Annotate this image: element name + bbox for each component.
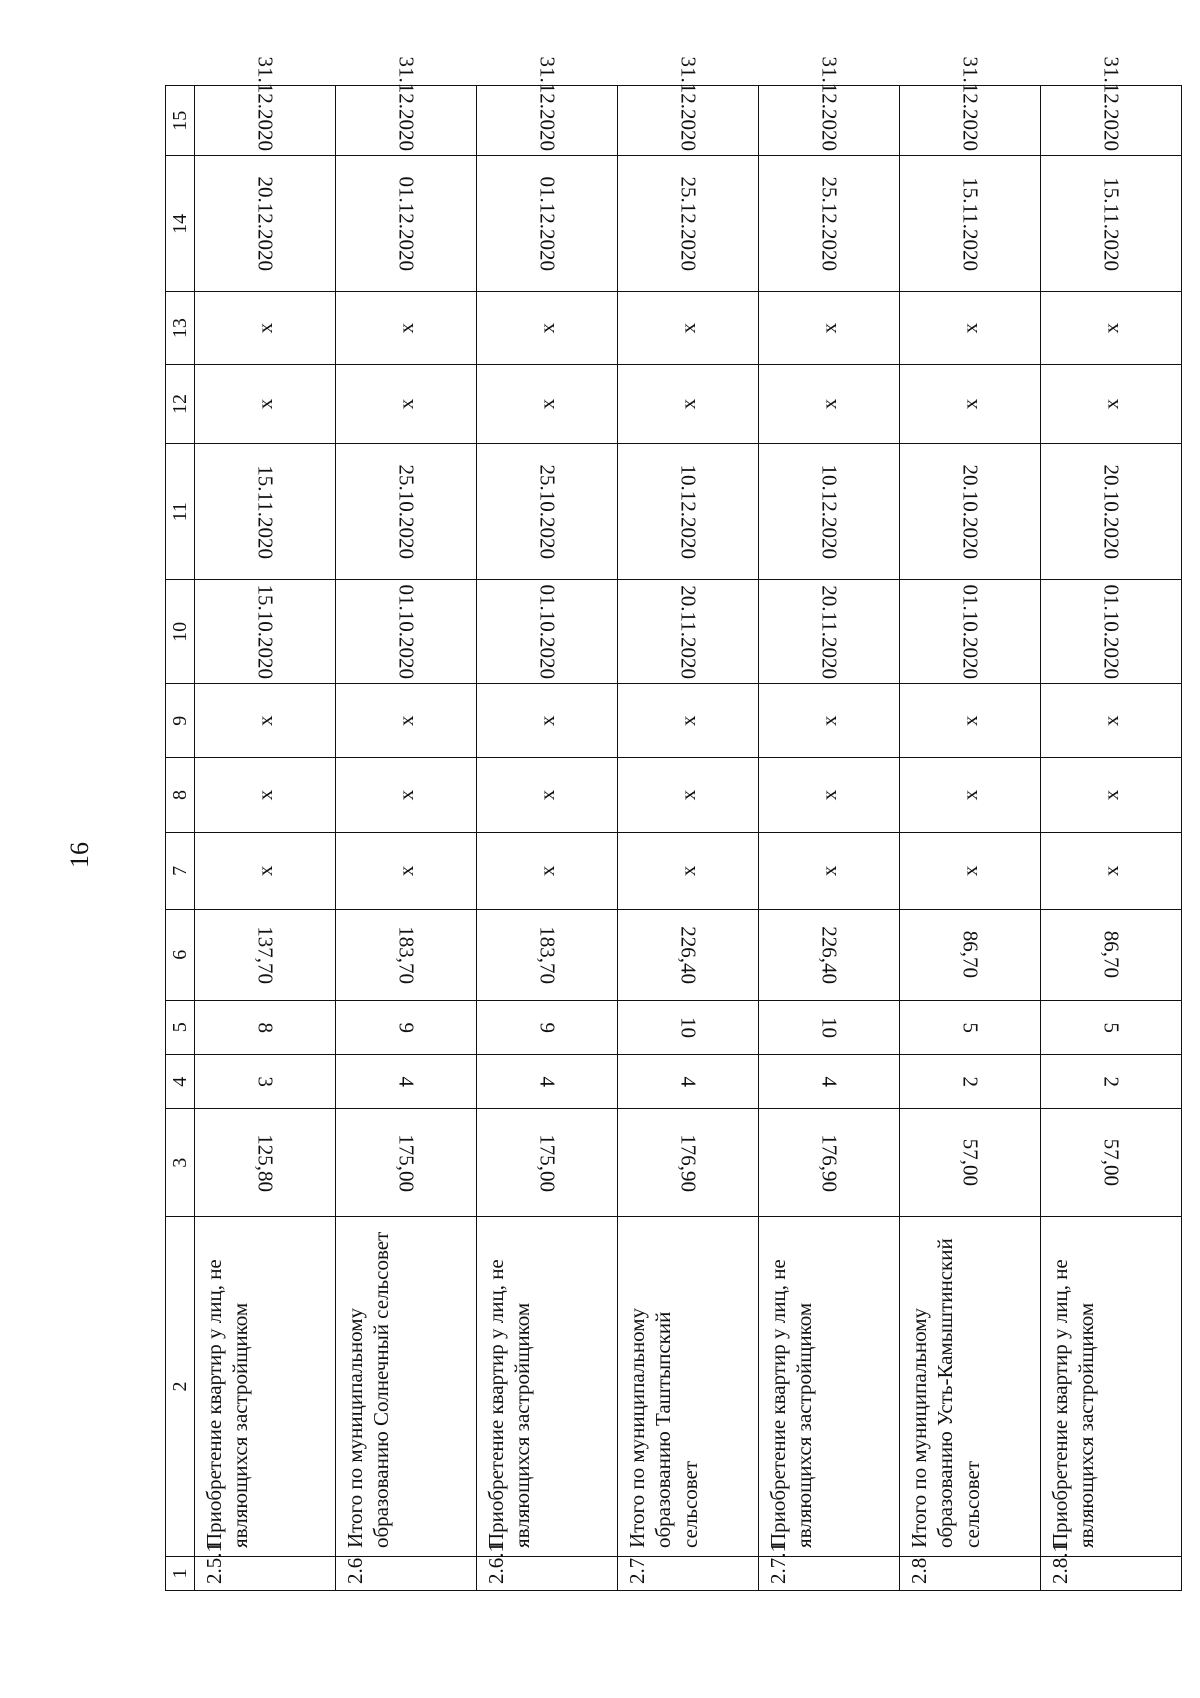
cell-text: x	[675, 789, 700, 801]
cell-text: 125,80	[253, 1133, 278, 1192]
cell-col-7	[900, 832, 1041, 909]
cell-text: 175,00	[535, 1133, 560, 1192]
cell-text: 57,00	[958, 1139, 983, 1187]
cell-text: x	[534, 715, 559, 727]
cell-col-12	[195, 364, 336, 443]
cell-text: x	[252, 398, 277, 410]
cell-text: x	[1098, 398, 1123, 410]
cell-col-9	[900, 684, 1041, 758]
cell-col-2	[618, 1217, 759, 1557]
cell-text: 10.12.2020	[676, 464, 701, 559]
cell-col-8	[900, 758, 1041, 833]
cell-text: 25.12.2020	[676, 176, 701, 272]
cell-text: 31.12.2020	[535, 56, 560, 152]
cell-col-13	[900, 292, 1041, 365]
cell-text: 2.6	[343, 1557, 367, 1584]
cell-text: 4	[394, 1076, 419, 1087]
column-number-14: 14	[166, 156, 195, 292]
cell-col-6	[759, 909, 900, 1000]
cell-text: x	[252, 322, 277, 334]
cell-text: x	[816, 322, 841, 334]
cell-col-2	[195, 1217, 336, 1557]
cell-col-6	[336, 909, 477, 1000]
cell-col-2	[336, 1217, 477, 1557]
cell-text: 2.7.1	[766, 1542, 790, 1584]
cell-text: 15.11.2020	[958, 177, 983, 271]
cell-text: 31.12.2020	[817, 56, 842, 152]
cell-text: 25.12.2020	[817, 176, 842, 272]
table-body	[166, 56, 1182, 1591]
cell-text: 25.10.2020	[535, 464, 560, 559]
column-number-10: 10	[166, 580, 195, 684]
cell-text: 183,70	[535, 925, 560, 984]
cell-col-1	[195, 1542, 336, 1591]
cell-text: 01.10.2020	[535, 584, 560, 680]
cell-text: x	[957, 322, 982, 334]
cell-text: 31.12.2020	[1099, 56, 1124, 152]
column-number-12: 12	[166, 364, 195, 443]
cell-col-5	[195, 1000, 336, 1054]
cell-text: 176,90	[817, 1133, 842, 1192]
cell-text: 20.11.2020	[676, 584, 701, 679]
cell-col-5	[1041, 1000, 1182, 1054]
cell-col-3	[618, 1109, 759, 1217]
cell-col-12	[336, 364, 477, 443]
cell-text: x	[534, 398, 559, 410]
cell-text: 20.10.2020	[1099, 464, 1124, 559]
cell-text: 9	[535, 1022, 560, 1033]
cell-text: 15.11.2020	[1099, 177, 1124, 271]
cell-text: 175,00	[394, 1133, 419, 1192]
cell-col-8	[618, 758, 759, 833]
cell-col-13	[336, 292, 477, 365]
cell-col-14	[900, 156, 1041, 292]
cell-col-2	[759, 1217, 900, 1557]
cell-text: x	[1098, 865, 1123, 877]
cell-col-5	[336, 1000, 477, 1054]
cell-text: 01.10.2020	[394, 584, 419, 680]
cell-col-4	[336, 1054, 477, 1108]
table-row	[900, 86, 1041, 1591]
cell-text: 4	[535, 1076, 560, 1087]
cell-text: x	[534, 789, 559, 801]
cell-text: 31.12.2020	[394, 56, 419, 152]
cell-text: 2.8	[907, 1557, 931, 1584]
cell-text: x	[393, 715, 418, 727]
cell-col-6	[477, 909, 618, 1000]
cell-col-5	[900, 1000, 1041, 1054]
page-number: 16	[65, 842, 94, 868]
cell-text: x	[675, 322, 700, 334]
cell-text: Итого по муниципальному образованию Солнечный сельсовет	[343, 1231, 394, 1549]
cell-col-4	[195, 1054, 336, 1108]
cell-text: 01.10.2020	[958, 584, 983, 680]
cell-text: 10	[817, 1016, 842, 1038]
cell-text: 31.12.2020	[676, 56, 701, 152]
cell-text: 31.12.2020	[958, 56, 983, 152]
cell-col-13	[195, 292, 336, 365]
header-row	[166, 86, 195, 1591]
cell-col-10	[618, 580, 759, 684]
table-row	[759, 86, 900, 1591]
cell-text: 2	[1099, 1076, 1124, 1087]
cell-text: x	[957, 715, 982, 727]
cell-text: x	[393, 865, 418, 877]
cell-text: 226,40	[676, 925, 701, 984]
cell-col-9	[195, 684, 336, 758]
cell-col-3	[477, 1109, 618, 1217]
cell-col-12	[900, 364, 1041, 443]
cell-col-6	[195, 909, 336, 1000]
cell-text: x	[957, 789, 982, 801]
cell-col-13	[1041, 292, 1182, 365]
cell-text: 3	[253, 1076, 278, 1087]
cell-col-4	[759, 1054, 900, 1108]
cell-col-1	[1041, 1542, 1182, 1591]
column-number-15: 15	[166, 86, 195, 156]
cell-text: x	[675, 715, 700, 727]
cell-text: 137,70	[253, 925, 278, 984]
cell-col-1	[336, 1557, 477, 1591]
cell-col-12	[477, 364, 618, 443]
cell-col-9	[618, 684, 759, 758]
cell-col-5	[759, 1000, 900, 1054]
cell-text: x	[534, 865, 559, 877]
cell-text: 8	[253, 1022, 278, 1033]
cell-text: Приобретение квартир у лиц, не являющихся застройщиком	[202, 1259, 253, 1549]
column-number-3: 3	[166, 1109, 195, 1217]
cell-col-14	[618, 156, 759, 292]
cell-col-2	[477, 1217, 618, 1557]
cell-text: x	[393, 322, 418, 334]
table-row	[336, 86, 477, 1591]
cell-col-3	[900, 1109, 1041, 1217]
cell-col-6	[900, 909, 1041, 1000]
cell-col-14	[195, 156, 336, 292]
cell-text: x	[816, 865, 841, 877]
cell-col-9	[477, 684, 618, 758]
cell-col-4	[1041, 1054, 1182, 1108]
cell-col-14	[759, 156, 900, 292]
cell-text: 20.11.2020	[817, 584, 842, 679]
cell-col-2	[1041, 1217, 1182, 1557]
cell-text: 10.12.2020	[817, 464, 842, 559]
cell-text: 86,70	[1099, 931, 1124, 979]
cell-text: 01.10.2020	[1099, 584, 1124, 680]
cell-col-5	[618, 1000, 759, 1054]
cell-text: x	[252, 789, 277, 801]
cell-col-14	[336, 156, 477, 292]
cell-col-5	[477, 1000, 618, 1054]
cell-col-4	[618, 1054, 759, 1108]
cell-col-12	[759, 364, 900, 443]
cell-col-8	[336, 758, 477, 833]
cell-col-14	[477, 156, 618, 292]
cell-col-8	[195, 758, 336, 833]
cell-col-12	[618, 364, 759, 443]
column-number-9: 9	[166, 684, 195, 758]
cell-col-3	[336, 1109, 477, 1217]
cell-col-15	[759, 56, 900, 156]
cell-col-15	[195, 56, 336, 156]
data-table	[165, 56, 1182, 1591]
cell-col-11	[195, 444, 336, 580]
cell-text: x	[675, 398, 700, 410]
cell-text: 86,70	[958, 931, 983, 979]
cell-text: 2.7	[625, 1557, 649, 1584]
cell-text: 01.12.2020	[394, 176, 419, 272]
cell-text: 2.5.1	[202, 1542, 226, 1584]
cell-text: 226,40	[817, 925, 842, 984]
cell-col-12	[1041, 364, 1182, 443]
table-wrapper	[165, 56, 1124, 1591]
cell-col-11	[1041, 444, 1182, 580]
cell-text: 20.12.2020	[253, 176, 278, 272]
cell-col-4	[477, 1054, 618, 1108]
cell-text: 2	[958, 1076, 983, 1087]
cell-text: 183,70	[394, 925, 419, 984]
cell-col-10	[336, 580, 477, 684]
column-number-5: 5	[166, 1000, 195, 1054]
column-number-1: 1	[166, 1557, 195, 1591]
cell-text: x	[393, 789, 418, 801]
cell-text: Итого по муниципальному образованию Таштыпский сельсовет	[625, 1307, 702, 1549]
cell-text: 57,00	[1099, 1139, 1124, 1187]
cell-text: 4	[676, 1076, 701, 1087]
cell-col-9	[336, 684, 477, 758]
cell-col-10	[1041, 580, 1182, 684]
cell-text: x	[534, 322, 559, 334]
cell-col-7	[1041, 832, 1182, 909]
column-number-13: 13	[166, 292, 195, 365]
cell-col-11	[477, 444, 618, 580]
column-number-11: 11	[166, 444, 195, 580]
cell-text: x	[1098, 715, 1123, 727]
cell-col-11	[900, 444, 1041, 580]
cell-col-6	[618, 909, 759, 1000]
cell-text: Приобретение квартир у лиц, не являющихся застройщиком	[1048, 1259, 1099, 1549]
cell-col-8	[477, 758, 618, 833]
column-number-2: 2	[166, 1217, 195, 1557]
cell-text: x	[252, 715, 277, 727]
cell-text: 10	[676, 1016, 701, 1038]
cell-col-7	[336, 832, 477, 909]
cell-col-13	[477, 292, 618, 365]
table-row	[1041, 86, 1182, 1591]
cell-col-4	[900, 1054, 1041, 1108]
cell-text: Итого по муниципальному образованию Усть-Камыштинский сельсовет	[907, 1238, 984, 1549]
cell-col-13	[759, 292, 900, 365]
cell-text: 01.12.2020	[535, 176, 560, 272]
cell-col-9	[759, 684, 900, 758]
cell-col-3	[759, 1109, 900, 1217]
cell-col-1	[618, 1557, 759, 1591]
cell-text: 5	[1099, 1022, 1124, 1033]
cell-text: x	[957, 865, 982, 877]
cell-col-8	[759, 758, 900, 833]
cell-text: Приобретение квартир у лиц, не являющихся застройщиком	[766, 1259, 817, 1549]
cell-text: x	[252, 865, 277, 877]
cell-text: x	[1098, 789, 1123, 801]
cell-text: 9	[394, 1022, 419, 1033]
cell-col-9	[1041, 684, 1182, 758]
cell-col-7	[195, 832, 336, 909]
cell-text: 176,90	[676, 1133, 701, 1192]
cell-col-15	[1041, 56, 1182, 156]
table-row	[618, 86, 759, 1591]
cell-text: 2.6.1	[484, 1542, 508, 1584]
cell-col-7	[759, 832, 900, 909]
cell-text: x	[816, 715, 841, 727]
cell-text: 25.10.2020	[394, 464, 419, 559]
cell-col-10	[477, 580, 618, 684]
cell-col-3	[1041, 1109, 1182, 1217]
cell-col-15	[336, 56, 477, 156]
cell-col-11	[618, 444, 759, 580]
column-number-7: 7	[166, 832, 195, 909]
cell-col-10	[759, 580, 900, 684]
cell-text: 20.10.2020	[958, 464, 983, 559]
cell-text: x	[675, 865, 700, 877]
cell-text: x	[393, 398, 418, 410]
cell-col-10	[195, 580, 336, 684]
cell-col-7	[477, 832, 618, 909]
cell-col-13	[618, 292, 759, 365]
cell-col-15	[618, 56, 759, 156]
cell-col-3	[195, 1109, 336, 1217]
cell-col-6	[1041, 909, 1182, 1000]
cell-text: x	[957, 398, 982, 410]
cell-text: 2.8.1	[1048, 1542, 1072, 1584]
table-row	[477, 86, 618, 1591]
cell-col-15	[477, 56, 618, 156]
cell-col-8	[1041, 758, 1182, 833]
cell-text: 4	[817, 1076, 842, 1087]
cell-text: x	[816, 398, 841, 410]
column-number-8: 8	[166, 758, 195, 833]
cell-col-2	[900, 1217, 1041, 1557]
cell-text: 5	[958, 1022, 983, 1033]
cell-col-1	[900, 1557, 1041, 1591]
cell-col-11	[336, 444, 477, 580]
cell-text: 15.10.2020	[253, 584, 278, 680]
cell-text: x	[1098, 322, 1123, 334]
cell-col-7	[618, 832, 759, 909]
cell-col-15	[900, 56, 1041, 156]
cell-text: Приобретение квартир у лиц, не являющихся застройщиком	[484, 1259, 535, 1549]
column-number-6: 6	[166, 909, 195, 1000]
cell-col-11	[759, 444, 900, 580]
cell-text: 31.12.2020	[253, 56, 278, 152]
cell-col-1	[759, 1542, 900, 1591]
cell-text: 15.11.2020	[253, 464, 278, 559]
cell-col-10	[900, 580, 1041, 684]
cell-col-14	[1041, 156, 1182, 292]
cell-text: x	[816, 789, 841, 801]
column-number-4: 4	[166, 1054, 195, 1108]
cell-col-1	[477, 1542, 618, 1591]
table-row	[195, 86, 336, 1591]
